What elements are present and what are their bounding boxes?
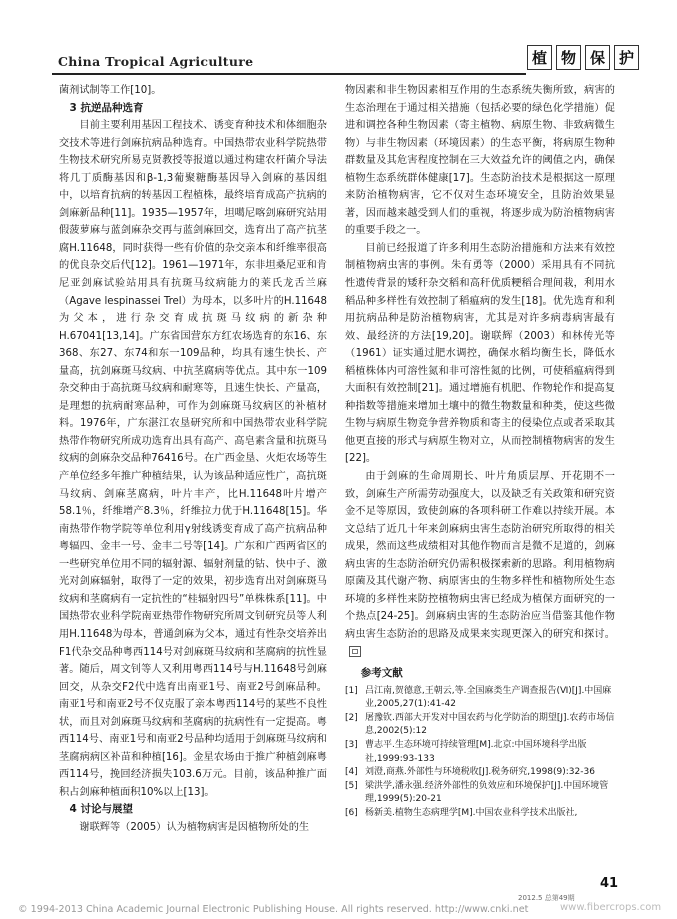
reference-number: [4] [345,767,358,778]
reference-list [345,685,615,821]
reference-item [345,780,615,807]
section-char: 植 [527,45,552,70]
journal-title-en: China Tropical Agriculture [58,54,254,69]
reference-text: 曹志平.生态环境可持续管理[M].北京:中国环境科学出版社,1999:93-133 [365,739,587,764]
site-watermark: www.fibercrops.com [560,902,662,913]
paragraph: 谢联辉等（2005）认为植物病害是因植物所处的生 [79,821,310,833]
paragraph: 物因素和非生物因素相互作用的生态系统失衡所致，病害的生态治理在于通过相关措施（包括必要的绿色化学措施）促进和调控各种生物因素（寄主植物、病原生物、非致病微生物）与非生物因素（环境因素）的生态平衡，将病原生物种群数量及其危害程度控制在三大效益允许的阈值之内，确保植物生态系统群体健康[17]。生态防治技术是根据这一原理来防治植物病害，它不仅对生态环境安全，且防治效果显著，因而越来越受到人们的重视，将逐步成为防治植物病害的重要手段之一。 [345,85,615,237]
reference-number: [1] [345,685,358,696]
reference-text: 吕江南,贺德意,王朝云,等.全国麻类生产调查报告(Ⅵ)[J].中国麻业,2005,27(1):41-42 [365,685,612,710]
issue-label: 2012.5 总第49期 [518,894,575,902]
reference-item [345,766,615,780]
reference-text: 杨新美.植物生态病理学[M].中国农业科学技术出版社, [365,807,578,818]
section-char: 护 [614,45,639,70]
reference-item [345,712,615,739]
reference-text: 刘澄,商燕.外部性与环境税收[J].税务研究,1998(9):32-36 [365,767,595,778]
section-char: 物 [556,45,581,70]
section-heading: 4 讨论与展望 [69,803,133,816]
section-heading: 3 抗逆品种选育 [69,101,144,114]
reference-number: [3] [345,739,358,750]
reference-text: 屠豫钦.西部大开发对中国农药与化学防治的期望[J].农药市场信息,2002(5):12 [365,712,615,737]
reference-item [345,685,615,712]
section-badge [527,45,639,70]
page-number: 41 [600,876,619,891]
reference-item [345,807,615,821]
right-column [345,82,615,821]
references-heading: 参考文献 [360,667,403,680]
paragraph: 菌剂试制等工作[10]。 [59,85,162,96]
reference-text: 梁洪学,潘永强.经济外部性的负效应和环境保护[J].中国环境管理,1999(5):20-21 [365,780,609,805]
paragraph [345,468,615,661]
left-column [59,82,327,837]
copyright-notice: © 1994-2013 China Academic Journal Electronic Publishing House. All rights reserved. http://www.cnki.net [18,904,529,915]
paragraph-text: 由于剑麻的生命周期长、叶片角质层厚、开花期不一致，剑麻生产所需劳动强度大，以及缺乏有关政策和研究资金不足等原因，致使剑麻的各项科研工作难以持续开展。本文总结了近几十年来剑麻病虫害生态防治研究所取得的相关成果，然而这些成绩相对其他作物而言是微不足道的，剑麻病虫害的生态防治研究仍需积极探索新的思路。利用植物病原菌及其代谢产物、病原害虫的生物多样性和植物所处生态环境的多样性来防控植物病虫害已经成为植保方面研究的一个热点[24-25]。剑麻病虫害的生态防治应当借鉴其他作物病虫害生态防治的思路及成果来实现更深入的研究和探讨。 [345,471,615,640]
reference-item [345,739,615,766]
paragraph: 目前已经报道了许多利用生态防治措施和方法来有效控制植物病虫害的事例。朱有勇等（2000）采用具有不同抗性遗传背景的矮秆杂交稻和高秆优质粳稻合理间栽，利用水稻品种多样性有效控制了稻瘟病的发生[18]。优先选育和利用抗病品种是防治植物病害，尤其是对许多病毒病害最有效、最经济的方法[19,20]。谢联辉（2003）和林传光等（1961）证实通过肥水调控，确保水稻均衡生长，降低水稻植株体内可溶性氮和非可溶性氮的比例，可使稻瘟病得到大面积有效控制[21]。通过增施有机肥、作物轮作和提高复种指数等措施来增加土壤中的微生物数量和种类，使这些微生物与病原生物竞争营养物质和寄主的侵染位点或者采取其他更直接的形式与病原生物对立，从而控制植物病害的发生[22]。 [345,242,615,465]
reference-number: [5] [345,780,358,791]
reference-number: [2] [345,712,358,723]
paragraph: 目前主要利用基因工程技术、诱变育种技术和体细胞杂交技术等进行剑麻抗病品种选育。中国热带农业科学院热带生物技术研究所易克贤教授等报道以通过构建农杆菌介导法将几丁质酶基因和β-1,3葡聚糖酶基因导入剑麻的基因组中，以培育抗病的转基因工程植株，最终培育成高产抗病的剑麻新品种[11]。1935—1957年，坦噶尼喀剑麻研究站用假菠萝麻与蓝剑麻杂交再与蓝剑麻回交，选育出了高产抗茎腐H.11648，同时获得一些有价值的杂交亲本和纤维率很高的优良杂交后代[12]。1961—1971年，东非坦桑尼亚和肯尼亚剑麻试验站用具有抗斑马纹病能力的莱氏龙舌兰麻（Agave lespinassei Trel）为母本，以多叶片的H.11648为父本，进行杂交育成抗斑马纹病的新杂种H.67041[13,14]。广东省国营东方红农场选育的东16、东368、东27、东74和东一109品种，均具有速生快长、产量高，抗剑麻斑马纹病、中抗茎腐病等优点。其中东一109杂交种由于高抗斑马纹病和耐寒等，且速生快长、产量高，是理想的抗病耐寒品种，可作为剑麻斑马纹病区的补植材料。1976年，广东湛江农垦研究所和中国热带农业科学院热带作物研究所成功选育出具有高产、高皂素含量和抗斑马纹病的剑麻杂交品种76416号。在广西金垦、火炬农场等生产单位经多年推广种植结果，认为该品种适应性广，高抗斑马纹病、剑麻茎腐病，叶片丰产，比H.11648叶片增产58.1％，纤维增产8.3％，纤维拉力优于H.11648[15]。华南热带作物学院等单位利用γ射线诱变育成了高产抗病品种粤辐四、金丰一号、金丰二号等[14]。广东和广西两省区的一些研究单位用不同的辐射源、辐射剂量的钴、快中子、激光对剑麻辐射，取得了一定的效果，初步选育出对剑麻斑马纹病和茎腐病有一定抗性的“桂辐射四号”单株株系[11]。中国热带农业科学院南亚热带作物研究所周文钊研究员等人利用H.11648为母本，普通剑麻为父本，通过有性杂交培养出F1代杂交品种粤西114号对剑麻斑马纹病和茎腐病的抗性显著。随后，周文钊等人又利用粤西114号与H.11648号剑麻回交，从杂交F2代中选育出南亚1号、南亚2号剑麻品种。南亚1号和南亚2号不仅克服了亲本粤西114号的某些不良性状，而且对剑麻斑马纹病和茎腐病的抗病性有一定提高。粤西114号、南亚1号和南亚2号品种均适用于剑麻斑马纹病和茎腐病病区补苗和种植[16]。金星农场由于推广种植剑麻粤西114号，挽回经济损失103.6万元。目前，该品种推广面积占剑麻种植面积10%以上[13]。 [59,120,327,798]
reference-number: [6] [345,807,358,818]
section-char: 保 [585,45,610,70]
article-end-icon [349,646,361,657]
header-rule [52,73,526,75]
